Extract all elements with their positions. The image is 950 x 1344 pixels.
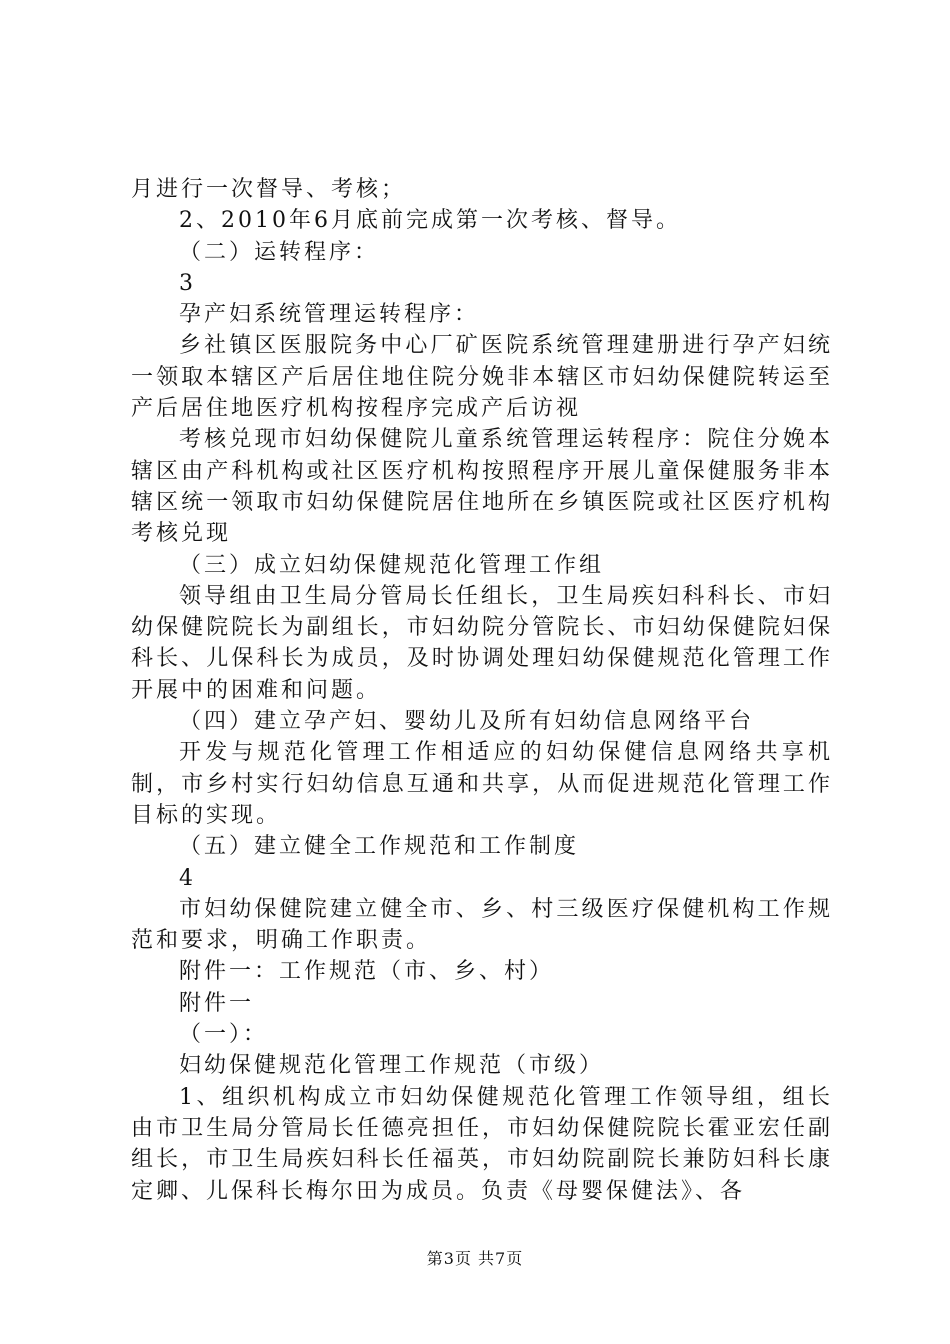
paragraph: 孕产妇系统管理运转程序： xyxy=(179,302,480,328)
paragraph: （五）建立健全工作规范和工作制度 xyxy=(179,834,580,860)
paragraph: 附件一：工作规范（市、乡、村） xyxy=(179,959,555,985)
paragraph: 3 xyxy=(179,270,196,296)
paragraph: （一）： xyxy=(179,1022,269,1048)
paragraph: 领导组由卫生局分管局长任组长，卫生局疾妇科科长、市妇幼保健院院长为副组长，市妇幼院分管院长、市妇幼保健院妇保科长、儿保科长为成员，及时协调处理妇幼保健规范化管理工作开展中的困难和问题。 xyxy=(131,583,833,703)
page-footer: 第3页 共7页 xyxy=(426,1249,524,1268)
paragraph: （四）建立孕产妇、婴幼儿及所有妇幼信息网络平台 xyxy=(179,709,755,735)
paragraph: 市妇幼保健院建立健全市、乡、村三级医疗保健机构工作规范和要求，明确工作职责。 xyxy=(131,896,833,954)
paragraph: （三）成立妇幼保健规范化管理工作组 xyxy=(179,552,605,578)
paragraph: 妇幼保健规范化管理工作规范（市级） xyxy=(179,1053,605,1079)
paragraph: （二）运转程序： xyxy=(179,239,380,265)
paragraph: 乡社镇区医服院务中心厂矿医院系统管理建册进行孕产妇统一领取本辖区产后居住地住院分娩非本辖区市妇幼保健院转运至产后居住地医疗机构按程序完成产后访视 xyxy=(131,333,833,422)
document-body xyxy=(131,174,833,1207)
paragraph: 4 xyxy=(179,865,196,891)
paragraph: 开发与规范化管理工作相适应的妇幼保健信息网络共享机制，市乡村实行妇幼信息互通和共享，从而促进规范化管理工作目标的实现。 xyxy=(131,740,833,828)
paragraph: 考核兑现市妇幼保健院儿童系统管理运转程序：院住分娩本辖区由产科机构或社区医疗机构按照程序开展儿童保健服务非本辖区统一领取市妇幼保健院居住地所在乡镇医院或社区医疗机构考核兑现 xyxy=(131,427,833,547)
paragraph: 月进行一次督导、考核； xyxy=(131,177,407,202)
paragraph: 附件一 xyxy=(179,990,255,1016)
paragraph: 2、2010年6月底前完成第一次考核、督导。 xyxy=(179,208,681,234)
paragraph: 1、组织机构成立市妇幼保健规范化管理工作领导组，组长由市卫生局分管局长任德亮担任，市妇幼保健院院长霍亚宏任副组长，市卫生局疾妇科长任福英，市妇幼院副院长兼防妇科长康定卿、儿保科长梅尔田为成员。负责《母婴保健法》、各 xyxy=(131,1084,833,1204)
